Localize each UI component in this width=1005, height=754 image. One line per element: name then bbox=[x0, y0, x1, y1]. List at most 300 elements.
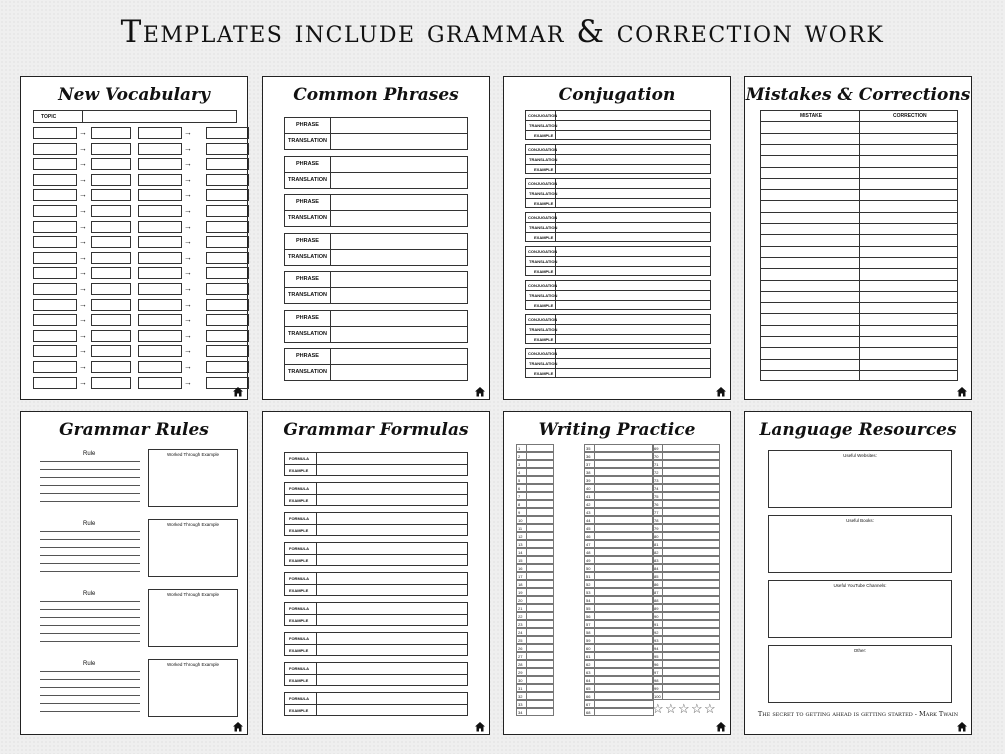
line-number: 82 bbox=[654, 550, 659, 555]
rule-label: Rule bbox=[83, 591, 96, 597]
number-divider bbox=[526, 708, 527, 716]
vocab-word-cell bbox=[33, 143, 77, 155]
line-number: 76 bbox=[654, 502, 659, 507]
right-arrow-icon: → bbox=[79, 143, 87, 153]
number-divider bbox=[526, 524, 527, 532]
right-arrow-icon: → bbox=[79, 299, 87, 309]
line-number: 33 bbox=[518, 702, 523, 707]
topic-label: TOPIC bbox=[41, 114, 57, 120]
phrase-divider bbox=[284, 364, 468, 365]
line-number: 46 bbox=[586, 534, 591, 539]
right-arrow-icon: → bbox=[79, 346, 87, 356]
line-number: 72 bbox=[654, 470, 659, 475]
line-number: 7 bbox=[518, 494, 521, 499]
line-number: 96 bbox=[654, 662, 659, 667]
example-box bbox=[148, 589, 238, 647]
number-divider bbox=[662, 588, 663, 596]
conj-divider bbox=[525, 232, 711, 233]
right-arrow-icon: → bbox=[184, 174, 192, 184]
number-divider bbox=[662, 444, 663, 452]
right-arrow-icon: → bbox=[79, 315, 87, 325]
writing-line-cell bbox=[516, 452, 554, 460]
number-divider bbox=[662, 524, 663, 532]
conj-divider bbox=[525, 358, 711, 359]
page-title: Grammar Formulas bbox=[283, 420, 469, 440]
line-number: 26 bbox=[518, 646, 523, 651]
phrase-label: PHRASE bbox=[296, 276, 319, 282]
rule-line bbox=[40, 531, 140, 532]
rule-line bbox=[40, 461, 140, 462]
page-writing-practice bbox=[503, 411, 731, 735]
number-divider bbox=[662, 636, 663, 644]
vocab-word-cell bbox=[138, 330, 182, 342]
line-number: 39 bbox=[586, 478, 591, 483]
line-number: 37 bbox=[586, 462, 591, 467]
number-divider bbox=[662, 644, 663, 652]
vocab-meaning-cell bbox=[91, 205, 131, 217]
number-divider bbox=[526, 476, 527, 484]
line-number: 17 bbox=[518, 574, 523, 579]
vocab-word-cell bbox=[33, 252, 77, 264]
right-arrow-icon: → bbox=[184, 315, 192, 325]
number-divider bbox=[526, 644, 527, 652]
vocab-word-cell bbox=[138, 205, 182, 217]
correction-header: CORRECTION bbox=[893, 113, 927, 119]
formula-divider bbox=[284, 584, 468, 585]
number-divider bbox=[594, 492, 595, 500]
mistakes-row-line bbox=[760, 336, 958, 337]
rule-line bbox=[40, 671, 140, 672]
example-label: EXAMPLE bbox=[534, 371, 554, 376]
example-label: EXAMPLE bbox=[289, 558, 309, 563]
number-divider bbox=[662, 500, 663, 508]
line-number: 10 bbox=[518, 518, 523, 523]
translation-label: TRANSLATION bbox=[529, 361, 558, 366]
line-number: 85 bbox=[654, 574, 659, 579]
line-number: 58 bbox=[586, 630, 591, 635]
rule-line bbox=[40, 485, 140, 486]
number-divider bbox=[662, 596, 663, 604]
topic-divider bbox=[82, 110, 83, 123]
right-arrow-icon: → bbox=[184, 143, 192, 153]
number-divider bbox=[526, 532, 527, 540]
number-divider bbox=[526, 572, 527, 580]
home-icon[interactable] bbox=[715, 721, 727, 732]
number-divider bbox=[526, 468, 527, 476]
line-number: 89 bbox=[654, 606, 659, 611]
example-box bbox=[148, 519, 238, 577]
vocab-meaning-cell bbox=[206, 174, 249, 186]
right-arrow-icon: → bbox=[79, 330, 87, 340]
example-label: EXAMPLE bbox=[534, 167, 554, 172]
number-divider bbox=[526, 636, 527, 644]
line-number: 68 bbox=[586, 710, 591, 715]
line-number: 100 bbox=[654, 694, 661, 699]
translation-label: TRANSLATION bbox=[288, 330, 328, 337]
mistakes-row-line bbox=[760, 155, 958, 156]
line-number: 65 bbox=[586, 686, 591, 691]
vocab-word-cell bbox=[138, 252, 182, 264]
example-label: EXAMPLE bbox=[289, 588, 309, 593]
example-label: Worked Through Example bbox=[166, 452, 220, 457]
line-number: 92 bbox=[654, 630, 659, 635]
conj-divider bbox=[525, 334, 711, 335]
page-title: Common Phrases bbox=[293, 85, 459, 105]
page-language-resources bbox=[744, 411, 972, 735]
writing-line-cell bbox=[516, 444, 554, 452]
number-divider bbox=[526, 668, 527, 676]
number-divider bbox=[594, 628, 595, 636]
conjugation-label: CONJUGATION bbox=[528, 215, 558, 220]
line-number: 91 bbox=[654, 622, 659, 627]
resource-box bbox=[768, 515, 952, 573]
home-icon[interactable] bbox=[956, 721, 968, 732]
line-number: 34 bbox=[518, 710, 523, 715]
line-number: 1 bbox=[518, 446, 521, 451]
vocab-meaning-cell bbox=[206, 330, 249, 342]
vocab-meaning-cell bbox=[206, 345, 249, 357]
page-title: Mistakes & Corrections bbox=[745, 85, 971, 105]
conj-divider bbox=[525, 164, 711, 165]
number-divider bbox=[594, 484, 595, 492]
conj-divider bbox=[525, 154, 711, 155]
writing-line-cell bbox=[516, 492, 554, 500]
line-number: 31 bbox=[518, 686, 523, 691]
example-label: Worked Through Example bbox=[166, 522, 220, 527]
formula-col-divider bbox=[316, 632, 317, 656]
page-grammar-formulas bbox=[262, 411, 490, 735]
line-number: 69 bbox=[654, 446, 659, 451]
number-divider bbox=[594, 564, 595, 572]
conj-divider bbox=[525, 120, 711, 121]
star-icon: ☆ bbox=[652, 701, 664, 716]
number-divider bbox=[662, 532, 663, 540]
phrase-label: PHRASE bbox=[296, 199, 319, 205]
page-conjugation bbox=[503, 76, 731, 400]
line-number: 4 bbox=[518, 470, 521, 475]
formula-label: FORMULA bbox=[289, 696, 309, 701]
vocab-word-cell bbox=[33, 174, 77, 186]
right-arrow-icon: → bbox=[79, 221, 87, 231]
number-divider bbox=[526, 556, 527, 564]
example-label: EXAMPLE bbox=[289, 498, 309, 503]
vocab-meaning-cell bbox=[91, 330, 131, 342]
vocab-word-cell bbox=[33, 267, 77, 279]
vocab-word-cell bbox=[33, 158, 77, 170]
number-divider bbox=[526, 692, 527, 700]
translation-label: TRANSLATION bbox=[288, 215, 328, 221]
number-divider bbox=[594, 604, 595, 612]
phrase-label: PHRASE bbox=[296, 160, 319, 167]
phrase-col-divider bbox=[330, 348, 331, 381]
vocab-word-cell bbox=[33, 283, 77, 295]
line-number: 27 bbox=[518, 654, 523, 659]
formula-label: FORMULA bbox=[289, 576, 309, 581]
vocab-word-cell bbox=[138, 189, 182, 201]
conjugation-label: CONJUGATION bbox=[528, 351, 558, 356]
rule-line bbox=[40, 539, 140, 540]
translation-label: TRANSLATION bbox=[529, 123, 558, 128]
writing-line-cell bbox=[516, 508, 554, 516]
conjugation-label: CONJUGATION bbox=[528, 283, 558, 288]
line-number: 93 bbox=[654, 638, 659, 643]
translation-label: TRANSLATION bbox=[529, 157, 558, 162]
line-number: 21 bbox=[518, 606, 523, 611]
example-label: EXAMPLE bbox=[534, 201, 554, 206]
home-icon[interactable] bbox=[956, 386, 968, 397]
line-number: 78 bbox=[654, 518, 659, 523]
star-icon: ☆ bbox=[704, 701, 716, 716]
right-arrow-icon: → bbox=[184, 284, 192, 293]
number-divider bbox=[662, 508, 663, 516]
mistakes-row-line bbox=[760, 167, 958, 168]
translation-label: TRANSLATION bbox=[529, 225, 558, 230]
mistake-header: MISTAKE bbox=[800, 113, 823, 119]
number-divider bbox=[594, 516, 595, 524]
line-number: 44 bbox=[586, 518, 591, 523]
right-arrow-icon: → bbox=[184, 221, 192, 231]
number-divider bbox=[662, 468, 663, 476]
right-arrow-icon: → bbox=[79, 252, 87, 262]
right-arrow-icon: → bbox=[79, 377, 87, 387]
line-number: 19 bbox=[518, 590, 523, 595]
vocab-word-cell bbox=[138, 377, 182, 389]
line-number: 30 bbox=[518, 678, 523, 683]
rule-line bbox=[40, 501, 140, 502]
home-icon[interactable] bbox=[715, 386, 727, 397]
translation-label: TRANSLATION bbox=[529, 293, 558, 298]
line-number: 98 bbox=[654, 678, 659, 683]
headline: Templates include grammar & correction work bbox=[120, 14, 885, 50]
number-divider bbox=[662, 572, 663, 580]
rule-line bbox=[40, 609, 140, 610]
number-divider bbox=[594, 668, 595, 676]
formula-divider bbox=[284, 554, 468, 555]
line-number: 49 bbox=[586, 558, 591, 563]
rule-line bbox=[40, 617, 140, 618]
number-divider bbox=[526, 548, 527, 556]
vocab-meaning-cell bbox=[206, 252, 249, 264]
vocab-meaning-cell bbox=[206, 299, 249, 311]
star-icon: ☆ bbox=[691, 701, 703, 716]
example-label: EXAMPLE bbox=[289, 678, 309, 683]
number-divider bbox=[594, 460, 595, 468]
example-label: Worked Through Example bbox=[166, 592, 220, 597]
rule-label: Rule bbox=[83, 451, 96, 457]
number-divider bbox=[662, 604, 663, 612]
example-label: EXAMPLE bbox=[534, 337, 554, 342]
vocab-meaning-cell bbox=[206, 189, 249, 201]
vocab-word-cell bbox=[33, 330, 77, 342]
rule-label: Rule bbox=[83, 521, 96, 527]
formula-label: FORMULA bbox=[289, 456, 309, 461]
vocab-meaning-cell bbox=[91, 174, 131, 186]
right-arrow-icon: → bbox=[184, 206, 192, 215]
line-number: 8 bbox=[518, 502, 521, 507]
conj-divider bbox=[525, 290, 711, 291]
vocab-word-cell bbox=[138, 143, 182, 155]
writing-line-cell bbox=[516, 484, 554, 492]
line-number: 95 bbox=[654, 654, 659, 659]
rule-line bbox=[40, 477, 140, 478]
mistakes-row-line bbox=[760, 313, 958, 314]
vocab-word-cell bbox=[138, 283, 182, 295]
conj-divider bbox=[525, 300, 711, 301]
number-divider bbox=[594, 532, 595, 540]
page-title: Conjugation bbox=[558, 85, 676, 105]
example-label: EXAMPLE bbox=[289, 708, 309, 713]
rule-line bbox=[40, 711, 140, 712]
right-arrow-icon: → bbox=[79, 268, 87, 278]
vocab-word-cell bbox=[138, 174, 182, 186]
rule-label: Rule bbox=[83, 661, 96, 667]
formula-label: FORMULA bbox=[289, 666, 309, 671]
line-number: 41 bbox=[586, 494, 591, 499]
line-number: 40 bbox=[586, 486, 591, 491]
rule-line bbox=[40, 703, 140, 704]
phrase-col-divider bbox=[330, 310, 331, 343]
number-divider bbox=[526, 516, 527, 524]
line-number: 48 bbox=[586, 550, 591, 555]
right-arrow-icon: → bbox=[79, 174, 87, 184]
number-divider bbox=[526, 660, 527, 668]
vocab-meaning-cell bbox=[206, 314, 249, 326]
mistakes-row-line bbox=[760, 325, 958, 326]
mistakes-row-line bbox=[760, 121, 958, 122]
number-divider bbox=[526, 652, 527, 660]
line-number: 64 bbox=[586, 678, 591, 683]
line-number: 62 bbox=[586, 662, 591, 667]
line-number: 52 bbox=[586, 582, 591, 587]
vocab-meaning-cell bbox=[91, 267, 131, 279]
home-icon[interactable] bbox=[232, 386, 244, 397]
number-divider bbox=[594, 660, 595, 668]
resource-section-label: Useful YouTube Channels: bbox=[833, 583, 887, 588]
formula-col-divider bbox=[316, 662, 317, 686]
number-divider bbox=[662, 492, 663, 500]
mistakes-row-line bbox=[760, 291, 958, 292]
number-divider bbox=[526, 452, 527, 460]
phrase-col-divider bbox=[330, 117, 331, 150]
right-arrow-icon: → bbox=[184, 237, 192, 247]
vocab-word-cell bbox=[33, 236, 77, 248]
formula-col-divider bbox=[316, 482, 317, 506]
vocab-meaning-cell bbox=[91, 377, 131, 389]
resource-box bbox=[768, 580, 952, 638]
phrase-label: PHRASE bbox=[296, 353, 319, 359]
phrase-col-divider bbox=[330, 271, 331, 304]
line-number: 59 bbox=[586, 638, 591, 643]
resource-section-label: Useful Websites: bbox=[843, 453, 877, 458]
mistakes-row-line bbox=[760, 212, 958, 213]
home-icon[interactable] bbox=[474, 386, 486, 397]
translation-label: TRANSLATION bbox=[288, 369, 328, 375]
vocab-meaning-cell bbox=[206, 221, 249, 233]
number-divider bbox=[526, 508, 527, 516]
number-divider bbox=[662, 660, 663, 668]
phrase-divider bbox=[284, 249, 468, 250]
number-divider bbox=[594, 468, 595, 476]
line-number: 90 bbox=[654, 614, 659, 619]
line-number: 57 bbox=[586, 622, 591, 627]
number-divider bbox=[526, 564, 527, 572]
line-number: 74 bbox=[654, 486, 659, 491]
translation-label: TRANSLATION bbox=[529, 259, 558, 264]
right-arrow-icon: → bbox=[79, 284, 87, 293]
number-divider bbox=[526, 540, 527, 548]
vocab-word-cell bbox=[33, 189, 77, 201]
line-number: 22 bbox=[518, 614, 523, 619]
number-divider bbox=[526, 612, 527, 620]
formula-label: FORMULA bbox=[289, 516, 309, 521]
mistakes-row-line bbox=[760, 257, 958, 258]
rule-line bbox=[40, 563, 140, 564]
formula-col-divider bbox=[316, 692, 317, 716]
right-arrow-icon: → bbox=[184, 268, 192, 278]
vocab-word-cell bbox=[138, 345, 182, 357]
home-icon[interactable] bbox=[474, 721, 486, 732]
vocab-meaning-cell bbox=[206, 158, 249, 170]
phrase-label: PHRASE bbox=[296, 314, 319, 321]
example-label: EXAMPLE bbox=[289, 618, 309, 623]
conjugation-label: CONJUGATION bbox=[528, 113, 558, 118]
right-arrow-icon: → bbox=[184, 377, 192, 387]
number-divider bbox=[594, 596, 595, 604]
vocab-word-cell bbox=[138, 236, 182, 248]
writing-line-cell bbox=[516, 500, 554, 508]
line-number: 84 bbox=[654, 566, 659, 571]
vocab-word-cell bbox=[33, 345, 77, 357]
number-divider bbox=[594, 452, 595, 460]
vocab-meaning-cell bbox=[206, 143, 249, 155]
formula-divider bbox=[284, 524, 468, 525]
vocab-word-cell bbox=[138, 158, 182, 170]
phrase-divider bbox=[284, 326, 468, 327]
number-divider bbox=[662, 476, 663, 484]
vocab-word-cell bbox=[33, 299, 77, 311]
number-divider bbox=[526, 492, 527, 500]
formula-label: FORMULA bbox=[289, 636, 309, 641]
number-divider bbox=[594, 524, 595, 532]
example-label: EXAMPLE bbox=[289, 468, 309, 473]
right-arrow-icon: → bbox=[184, 128, 192, 137]
number-divider bbox=[526, 628, 527, 636]
mistakes-row-line bbox=[760, 280, 958, 281]
rule-line bbox=[40, 687, 140, 688]
number-divider bbox=[594, 708, 595, 716]
example-label: EXAMPLE bbox=[534, 235, 554, 240]
phrase-label: PHRASE bbox=[296, 122, 319, 128]
line-number: 86 bbox=[654, 582, 659, 587]
quote-text: The secret to getting ahead is getting started - Mark Twain bbox=[757, 710, 959, 718]
vocab-meaning-cell bbox=[206, 361, 249, 373]
conj-divider bbox=[525, 188, 711, 189]
conjugation-label: CONJUGATION bbox=[528, 181, 558, 186]
page-new-vocabulary bbox=[20, 76, 248, 400]
vocab-word-cell bbox=[33, 205, 77, 217]
formula-divider bbox=[284, 494, 468, 495]
vocab-meaning-cell bbox=[91, 283, 131, 295]
page-title: Language Resources bbox=[759, 420, 957, 440]
number-divider bbox=[594, 580, 595, 588]
vocab-meaning-cell bbox=[206, 205, 249, 217]
vocab-meaning-cell bbox=[206, 283, 249, 295]
translation-label: TRANSLATION bbox=[288, 176, 328, 183]
line-number: 5 bbox=[518, 478, 521, 483]
number-divider bbox=[594, 548, 595, 556]
vocab-meaning-cell bbox=[91, 158, 131, 170]
home-icon[interactable] bbox=[232, 721, 244, 732]
